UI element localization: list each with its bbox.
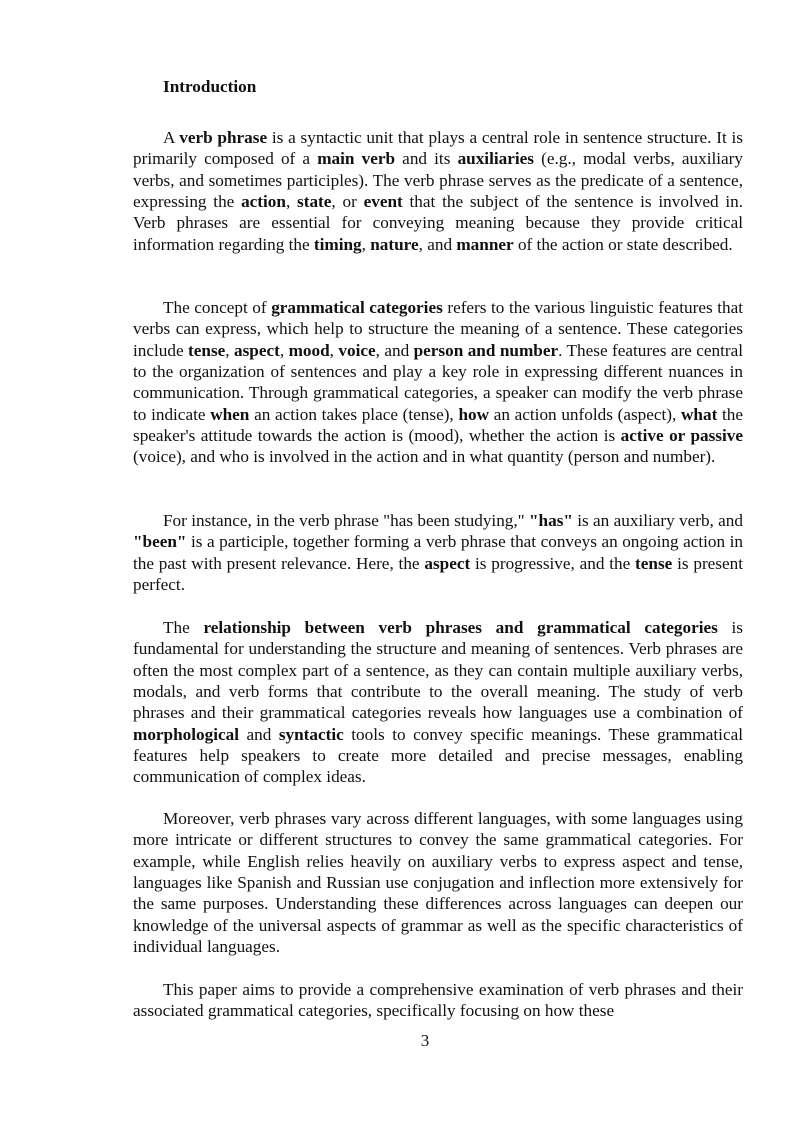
- paragraph: [133, 979, 743, 1022]
- paragraph-text: (e.g., modal verbs, auxiliary verbs, and sometimes participles). The verb phrase serves as the predicate of a sentence, expressing the: [133, 149, 743, 212]
- paragraph-text: The concept of: [163, 298, 272, 317]
- paragraph-text: tools to convey specific meanings. These grammatical features help speakers to create more detailed and precise messages, enabling communication of complex ideas.: [133, 724, 743, 787]
- paragraph: [133, 808, 743, 957]
- paragraph: [133, 510, 743, 595]
- bold-term: auxiliaries: [457, 149, 534, 169]
- paragraph-text: is a syntactic unit that plays a central role in sentence structure. It is primarily composed of a: [133, 128, 743, 169]
- bold-term: relationship between verb phrases and grammatical categories: [203, 618, 718, 637]
- bold-term: event: [363, 192, 403, 212]
- bold-term: state: [297, 192, 332, 212]
- bold-term: manner: [456, 234, 514, 254]
- paragraph-text: A: [163, 128, 180, 147]
- bold-term: action: [241, 192, 286, 212]
- paragraph-text: , or: [331, 192, 364, 212]
- paragraph-text: and: [239, 724, 279, 744]
- page-number: 3: [420, 1031, 430, 1050]
- paragraph-text: is a participle, together forming a verb phrase that conveys an ongoing action in the past with present relevance. Here, the: [133, 532, 743, 573]
- bold-term: nature: [370, 234, 419, 254]
- bold-term: "been": [133, 532, 187, 552]
- paragraph-text: ,: [329, 340, 339, 360]
- paragraph-text: is fundamental for understanding the structure and meaning of sentences. Verb phrases are often the most complex part of a sentence, as they can contain multiple auxiliary verbs, modals, and verb forms that contribute to the overall meaning. The study of verb phrases and their grammatical categories reveals how languages use a combination of: [133, 618, 743, 723]
- paragraph-text: an action takes place (tense),: [249, 404, 459, 424]
- paragraph-text: an action unfolds (aspect),: [489, 404, 681, 424]
- paragraph-text: and its: [395, 149, 458, 169]
- paragraph-text: This paper aims to provide a comprehensive examination of verb phrases and their associated grammatical categories, specifically focusing on how these: [133, 980, 743, 1021]
- section-heading: Introduction: [163, 77, 257, 96]
- bold-term: "has": [529, 511, 573, 530]
- paragraph-text: is an auxiliary verb, and: [572, 511, 743, 530]
- bold-term: tense: [635, 553, 673, 573]
- paragraph-text: For instance, in the verb phrase "has been studying,": [163, 511, 530, 530]
- paragraph-text: that the subject of the sentence is involved in. Verb phrases are essential for conveying meaning because they provide critical information regarding the: [133, 192, 743, 254]
- bold-term: main verb: [317, 149, 396, 169]
- bold-term: aspect: [424, 553, 471, 573]
- paragraph-text: ,: [285, 192, 298, 212]
- paragraph-text: ,: [225, 340, 234, 360]
- bold-term: tense: [188, 340, 226, 360]
- paragraph-text: The: [163, 618, 204, 637]
- paragraph: [133, 617, 743, 788]
- bold-term: person and number: [413, 340, 559, 360]
- bold-term: aspect: [234, 340, 280, 360]
- bold-term: voice: [338, 340, 376, 360]
- paragraph-text: the speaker's attitude towards the action is (mood), whether the action is: [133, 404, 743, 446]
- bold-term: when: [210, 404, 250, 424]
- bold-term: syntactic: [278, 724, 344, 744]
- paragraph-text: Moreover, verb phrases vary across different languages, with some languages using more intricate or different structures to convey the same grammatical categories. For example, while English relies heavily on auxiliary verbs to express aspect and tense, languages like Spanish and Russian use conjugation and inflection more extensively for the same purposes. Understanding these differences across languages can deepen our knowledge of the universal aspects of grammar as well as the specific characteristics of individual languages.: [133, 809, 743, 957]
- bold-term: morphological: [133, 724, 239, 744]
- paragraph-text: of the action or state described.: [513, 234, 733, 254]
- paragraph-text: is present perfect.: [133, 553, 743, 595]
- paragraph-text: refers to the various linguistic features that verbs can express, which help to structure the meaning of a sentence. These categories include: [133, 298, 743, 360]
- bold-term: grammatical categories: [271, 298, 443, 317]
- bold-term: what: [681, 404, 718, 424]
- bold-term: verb phrase: [179, 128, 268, 147]
- paragraph: [133, 297, 743, 468]
- paragraph-text: ,: [279, 340, 289, 360]
- bold-term: mood: [288, 340, 330, 360]
- paragraph: [133, 127, 743, 255]
- paragraph-text: , and: [418, 234, 457, 254]
- bold-term: how: [458, 404, 490, 424]
- bold-term: timing: [313, 234, 362, 254]
- paragraph-text: (voice), and who is involved in the action and in what quantity (person and number).: [133, 447, 716, 467]
- paragraph-text: is progressive, and the: [470, 553, 636, 573]
- bold-term: active or passive: [620, 426, 743, 446]
- paragraph-text: ,: [361, 234, 371, 254]
- paragraph-text: . These features are central to the organization of sentences and play a key role in expressing different nuances in communication. Through grammatical categories, a speaker can modify the verb phrase to indicate: [133, 340, 744, 424]
- paragraph-text: , and: [375, 340, 414, 360]
